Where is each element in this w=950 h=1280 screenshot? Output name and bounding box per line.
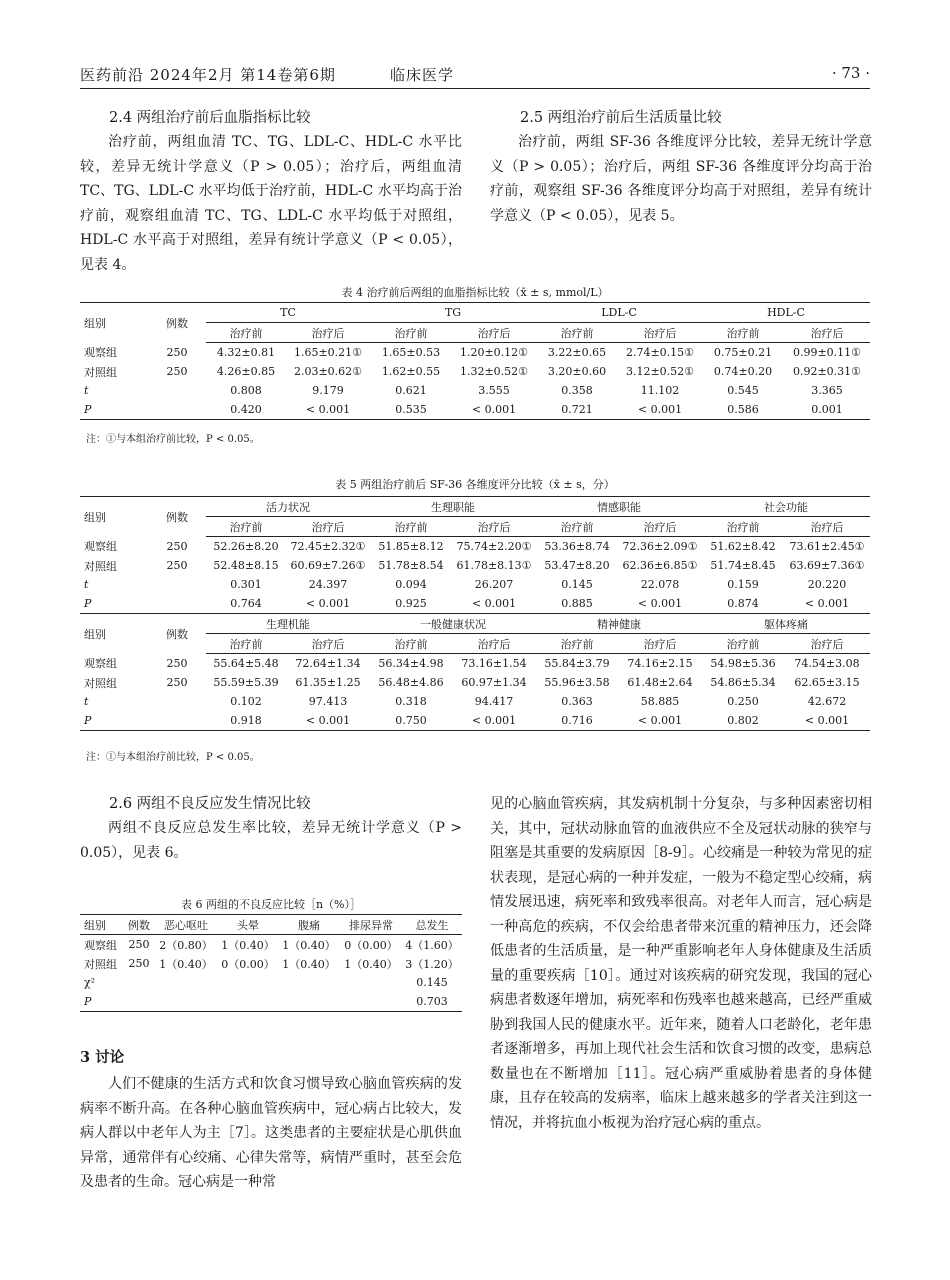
table-cell: 0.92±0.31① — [792, 365, 862, 378]
table-cell: 0.586 — [702, 400, 784, 420]
table-5-caption: 表 5 两组治疗前后 SF-36 各维度评分比较（x̄ ± s，分） — [335, 478, 615, 491]
table-cell: 24.397 — [308, 578, 348, 591]
table-cell: < 0.001 — [618, 594, 702, 614]
row-label: χ² — [84, 976, 96, 989]
t4-sub-after: 治疗后 — [618, 323, 702, 343]
table-cell: 0（0.00） — [344, 938, 398, 952]
table-cell: 11.102 — [640, 384, 680, 397]
section-2-4-title: 2.4 两组治疗前后血脂指标比较 — [109, 110, 311, 126]
row-label: 观察组 — [84, 346, 117, 360]
table-cell: 1.65±0.21① — [293, 346, 363, 359]
table-4-note: 注：①与本组治疗前比较，P < 0.05。 — [86, 434, 260, 445]
table-cell: 9.179 — [312, 384, 344, 397]
t5-sub-before: 治疗前 — [702, 517, 784, 537]
table-cell — [278, 992, 340, 1012]
table-cell: 0.318 — [395, 695, 427, 708]
table-cell: 0.094 — [395, 578, 427, 591]
t6-header-n: 例数 — [124, 915, 154, 935]
table-cell: 51.74±8.45 — [710, 559, 776, 572]
row-label: 对照组 — [84, 676, 117, 690]
table-cell: 250 — [166, 656, 188, 670]
t5-sub-after: 治疗后 — [452, 634, 536, 654]
section-2-5-paragraph: 治疗前，两组 SF-36 各维度评分比较，差异无统计学意义（P > 0.05）；治疗后，两组 SF-36 各维度评分均高于治疗前，观察组 SF-36 各维度评分均高于对照组，差异有统计学意义（P < 0.05），见表 5。 — [490, 134, 872, 224]
table-row — [80, 654, 870, 674]
table-row — [80, 537, 870, 557]
table-row — [80, 935, 462, 955]
row-label: 观察组 — [84, 938, 117, 952]
table-6-caption: 表 6 两组的不良反应比较［n（%）］ — [180, 898, 362, 911]
table-cell: < 0.001 — [452, 711, 536, 731]
table-cell: 0.535 — [370, 400, 452, 420]
table-cell: 4.32±0.81 — [216, 346, 276, 359]
t5-sub-before: 治疗前 — [206, 634, 286, 654]
table-cell: 55.59±5.39 — [213, 676, 279, 689]
t4-sub-after: 治疗后 — [286, 323, 370, 343]
table-cell: 75.74±2.20① — [456, 540, 532, 553]
table-cell — [154, 992, 218, 1012]
table-cell — [218, 992, 278, 1012]
t4-header-tg: TG — [370, 303, 536, 323]
discussion-right-column — [490, 792, 872, 1135]
table-cell: 1（0.40） — [344, 957, 398, 971]
table-cell: 0.885 — [536, 594, 618, 614]
table-cell: 0.802 — [702, 711, 784, 731]
table-cell: 0.918 — [206, 711, 286, 731]
table-cell: < 0.001 — [618, 711, 702, 731]
table-cell — [278, 973, 340, 992]
t5-sub-after: 治疗后 — [452, 517, 536, 537]
t4-header-n: 例数 — [148, 303, 206, 343]
table-cell: 1.32±0.52① — [459, 365, 529, 378]
table-cell: 4（1.60） — [405, 938, 459, 952]
table-cell: 53.36±8.74 — [544, 540, 610, 553]
row-label: t — [84, 384, 89, 397]
t5-sub-before: 治疗前 — [370, 634, 452, 654]
t5-sub-before: 治疗前 — [536, 634, 618, 654]
table-cell: 56.34±4.98 — [378, 657, 444, 670]
table-cell: 0.808 — [230, 384, 262, 397]
table-cell — [154, 973, 218, 992]
table-row — [80, 692, 870, 711]
table-cell: 0.102 — [230, 695, 262, 708]
table-row — [80, 973, 462, 992]
table-cell: 94.417 — [474, 695, 514, 708]
table-5 — [80, 496, 870, 731]
table-cell: 0（0.00） — [221, 957, 275, 971]
table-cell: 97.413 — [308, 695, 348, 708]
t5-header-n-b: 例数 — [166, 627, 188, 641]
discussion-left-column — [80, 1072, 462, 1195]
table-cell: 51.62±8.42 — [710, 540, 776, 553]
t6-header-urination: 排尿异常 — [340, 915, 402, 935]
t4-sub-before: 治疗前 — [370, 323, 452, 343]
t4-header-tc: TC — [206, 303, 370, 323]
table-cell: 52.26±8.20 — [213, 540, 279, 553]
t5-sub-before: 治疗前 — [702, 634, 784, 654]
table-cell — [148, 575, 206, 594]
table-cell: 2.74±0.15① — [625, 346, 695, 359]
table-cell: 1（0.40） — [282, 957, 336, 971]
table-cell: < 0.001 — [618, 400, 702, 420]
t4-header-hdl: HDL-C — [702, 303, 870, 323]
t6-header-nausea: 恶心呕吐 — [154, 915, 218, 935]
table-cell: 4.26±0.85 — [216, 365, 276, 378]
row-label: 对照组 — [84, 957, 117, 971]
t4-header-group: 组别 — [80, 303, 148, 343]
row-label: 对照组 — [84, 365, 117, 379]
table-cell: 0.358 — [561, 384, 593, 397]
row-label: P — [80, 400, 148, 420]
table-cell: 53.47±8.20 — [544, 559, 610, 572]
t5-header-role-emotional: 情感职能 — [536, 497, 702, 517]
table-cell: 73.61±2.45① — [789, 540, 865, 553]
table-cell: 0.159 — [727, 578, 759, 591]
table-cell: 22.078 — [640, 578, 680, 591]
t5-sub-after: 治疗后 — [618, 634, 702, 654]
table-cell — [148, 711, 206, 731]
table-cell: 0.99±0.11① — [792, 346, 862, 359]
table-cell — [340, 992, 402, 1012]
t6-header-abdominal-pain: 腹痛 — [278, 915, 340, 935]
discussion-paragraph-continued: 见的心脑血管疾病，其发病机制十分复杂，与多种因素密切相关，其中，冠状动脉血管的血液供应不全及冠状动脉的狭窄与阻塞是其重要的发病原因［8-9］。心绞痛是一种较为常见的症状表现，是冠心病的一种并发症，一般为不稳定型心绞痛，病情发展迅速，病死率和致残率很高。对老年人而言，冠心病是一种高危的疾病，不仅会给患者带来沉重的精神压力，还会降低患者的生活质量，是一种严重影响老年人身体健康及生活质量的重要疾病［10］。通过对该疾病的研究发现，我国的冠心病患者数逐年增加，病死率和伤残率也越来越高，已经严重威胁到我国人民的健康水平。近年来，随着人口老龄化，老年患者逐渐增多，再加上现代社会生活和饮食习惯的改变，患病总数量也在不断增加［11］。冠心病严重威胁着患者的身体健康，且存在较高的发病率，临床上越来越多的学者关注到这一情况，并将抗血小板视为治疗冠心病的重点。 — [490, 796, 872, 1131]
table-cell: 0.420 — [206, 400, 286, 420]
table-cell — [148, 381, 206, 400]
table-cell: < 0.001 — [784, 594, 870, 614]
table-cell: 55.64±5.48 — [213, 657, 279, 670]
table-cell: 0.001 — [784, 400, 870, 420]
table-cell: 1.62±0.55 — [381, 365, 441, 378]
journal-info: 医药前沿 2024年2月 第14卷第6期 — [80, 66, 336, 84]
table-row — [80, 362, 870, 381]
table-cell: 62.65±3.15 — [794, 676, 860, 689]
section-2-6-body — [80, 816, 462, 865]
table-cell: 74.54±3.08 — [794, 657, 860, 670]
table-cell: 72.36±2.09① — [622, 540, 698, 553]
table-cell: 0.363 — [561, 695, 593, 708]
table-cell: 0.545 — [727, 384, 759, 397]
discussion-paragraph-1: 人们不健康的生活方式和饮食习惯导致心脑血管疾病的发病率不断升高。在各种心脑血管疾病中，冠心病占比较大，发病人群以中老年人为主［7］。这类患者的主要症状是心肌供血异常，通常伴有心绞痛、心律失常等，病情严重时，甚至会危及患者的生命。冠心病是一种常 — [80, 1076, 462, 1190]
table-cell: 73.16±1.54 — [461, 657, 527, 670]
table-cell — [340, 973, 402, 992]
table-cell: 0.301 — [230, 578, 262, 591]
table-cell: 60.69±7.26① — [290, 559, 366, 572]
t5-header-social: 社会功能 — [702, 497, 870, 517]
table-cell: 250 — [128, 957, 150, 970]
table-cell: 63.69±7.36① — [789, 559, 865, 572]
table-cell — [218, 973, 278, 992]
table-cell: 0.75±0.21 — [713, 346, 773, 359]
table-cell: 1（0.40） — [221, 938, 275, 952]
table-cell: 250 — [166, 365, 188, 378]
table-cell: 26.207 — [474, 578, 514, 591]
section-2-5-title: 2.5 两组治疗前后生活质量比较 — [520, 110, 722, 126]
section-name: 临床医学 — [390, 66, 455, 84]
table-cell: 2.03±0.62① — [293, 365, 363, 378]
table-4 — [80, 302, 870, 420]
table-cell: 60.97±1.34 — [461, 676, 527, 689]
table-cell: 0.145 — [416, 976, 448, 989]
table-cell: 0.703 — [402, 992, 462, 1012]
t5-header-bodily-pain: 躯体疼痛 — [702, 614, 870, 634]
t5-header-general-health: 一般健康状况 — [370, 614, 536, 634]
table-cell: 3.20±0.60 — [547, 365, 607, 378]
section-2-6-title: 2.6 两组不良反应发生情况比较 — [109, 796, 311, 812]
table-cell: 3.12±0.52① — [625, 365, 695, 378]
t5-header-n: 例数 — [148, 497, 206, 537]
table-cell — [148, 594, 206, 614]
table-cell: < 0.001 — [286, 711, 370, 731]
t4-sub-before: 治疗前 — [702, 323, 784, 343]
row-label: t — [84, 695, 89, 708]
table-cell: 1.65±0.53 — [381, 346, 441, 359]
row-label: 观察组 — [84, 657, 117, 671]
t5-header-mental-health: 精神健康 — [536, 614, 702, 634]
t5-sub-before: 治疗前 — [536, 517, 618, 537]
t5-header-vitality: 活力状况 — [206, 497, 370, 517]
table-row — [80, 381, 870, 400]
section-2-4-body — [80, 130, 462, 277]
t5-sub-after: 治疗后 — [784, 634, 870, 654]
table-cell: 72.64±1.34 — [295, 657, 361, 670]
table-row — [80, 711, 870, 731]
table-cell: 42.672 — [807, 695, 847, 708]
table-cell: 58.885 — [640, 695, 680, 708]
table-cell: 0.925 — [370, 594, 452, 614]
table-cell: 72.45±2.32① — [290, 540, 366, 553]
table-row — [80, 400, 870, 420]
row-label: t — [84, 578, 89, 591]
t5-sub-after: 治疗后 — [618, 517, 702, 537]
table-cell: 250 — [166, 539, 188, 553]
table-cell: 74.16±2.15 — [627, 657, 693, 670]
table-row — [80, 954, 462, 973]
table-cell: 0.750 — [370, 711, 452, 731]
table-cell: 52.48±8.15 — [213, 559, 279, 572]
table-cell: 2（0.80） — [159, 938, 213, 952]
table-cell: 1（0.40） — [159, 957, 213, 971]
t5-header-group-b: 组别 — [84, 627, 106, 641]
table-cell: 0.250 — [727, 695, 759, 708]
t4-sub-after: 治疗后 — [452, 323, 536, 343]
table-4-caption: 表 4 治疗前后两组的血脂指标比较（x̄ ± s, mmol/L） — [341, 286, 609, 299]
t5-header-role-physical: 生理职能 — [370, 497, 536, 517]
table-5-note: 注：①与本组治疗前比较，P < 0.05。 — [86, 752, 260, 763]
table-cell — [124, 973, 154, 992]
table-cell: 250 — [128, 938, 150, 951]
table-cell — [148, 400, 206, 420]
table-cell: 0.621 — [395, 384, 427, 397]
table-row — [80, 575, 870, 594]
header-rule — [80, 88, 870, 89]
running-header — [80, 64, 870, 86]
t6-header-dizziness: 头晕 — [218, 915, 278, 935]
section-2-6-paragraph: 两组不良反应总发生率比较，差异无统计学意义（P > 0.05），见表 6。 — [80, 820, 462, 861]
table-cell: 0.74±0.20 — [713, 365, 773, 378]
section-2-5-body — [490, 130, 872, 228]
t6-header-total: 总发生 — [402, 915, 462, 935]
table-cell: 250 — [166, 559, 188, 572]
table-cell: 20.220 — [807, 578, 847, 591]
table-cell: 51.85±8.12 — [378, 540, 444, 553]
t5-sub-after: 治疗后 — [286, 634, 370, 654]
table-cell: 1（0.40） — [282, 938, 336, 952]
row-label: P — [80, 992, 124, 1012]
t5-sub-after: 治疗后 — [784, 517, 870, 537]
table-cell: < 0.001 — [452, 594, 536, 614]
row-label: P — [80, 711, 148, 731]
table-cell: 3.365 — [811, 384, 843, 397]
table-cell: < 0.001 — [286, 400, 370, 420]
table-cell: 0.145 — [561, 578, 593, 591]
table-cell — [124, 992, 154, 1012]
table-cell: 0.874 — [702, 594, 784, 614]
table-cell: 62.36±6.85① — [622, 559, 698, 572]
row-label: P — [80, 594, 148, 614]
table-cell: 51.78±8.54 — [378, 559, 444, 572]
table-row — [80, 673, 870, 692]
table-cell: 61.78±8.13① — [456, 559, 532, 572]
table-cell: 250 — [166, 676, 188, 689]
table-cell: < 0.001 — [452, 400, 536, 420]
row-label: 对照组 — [84, 559, 117, 573]
section-2-4-paragraph: 治疗前，两组血清 TC、TG、LDL-C、HDL-C 水平比较，差异无统计学意义（P > 0.05）；治疗后，两组血清 TC、TG、LDL-C 水平均低于治疗前，HDL-C 水平均高于治疗前，观察组血清 TC、TG、LDL-C 水平均低于对照组，HDL-C 水平高于对照组，差异有统计学意义（P < 0.05），见表 4。 — [80, 134, 462, 273]
t4-sub-before: 治疗前 — [206, 323, 286, 343]
table-cell: 3（1.20） — [405, 957, 459, 971]
table-row — [80, 992, 462, 1012]
table-cell: 61.48±2.64 — [627, 676, 693, 689]
table-row — [80, 343, 870, 363]
t4-sub-after: 治疗后 — [784, 323, 870, 343]
t4-header-ldl: LDL-C — [536, 303, 702, 323]
table-cell: 0.764 — [206, 594, 286, 614]
table-cell: 54.86±5.34 — [710, 676, 776, 689]
t4-sub-before: 治疗前 — [536, 323, 618, 343]
section-3-title: 3 讨论 — [80, 1049, 125, 1066]
table-cell: 3.555 — [478, 384, 510, 397]
table-cell: 54.98±5.36 — [710, 657, 776, 670]
table-cell: 0.721 — [536, 400, 618, 420]
table-cell: < 0.001 — [784, 711, 870, 731]
table-cell: < 0.001 — [286, 594, 370, 614]
table-cell: 55.96±3.58 — [544, 676, 610, 689]
table-cell: 1.20±0.12① — [459, 346, 529, 359]
t6-header-group: 组别 — [80, 915, 124, 935]
t5-sub-before: 治疗前 — [370, 517, 452, 537]
row-label: 观察组 — [84, 540, 117, 554]
table-row — [80, 556, 870, 575]
table-cell: 250 — [166, 345, 188, 359]
table-cell — [148, 692, 206, 711]
table-6 — [80, 914, 462, 1012]
t5-sub-before: 治疗前 — [206, 517, 286, 537]
t5-header-physical-function: 生理机能 — [206, 614, 370, 634]
table-cell: 61.35±1.25 — [295, 676, 361, 689]
t5-header-group: 组别 — [80, 497, 148, 537]
table-row — [80, 594, 870, 614]
table-cell: 0.716 — [536, 711, 618, 731]
page-number: · 73 · — [831, 64, 870, 82]
table-cell: 55.84±3.79 — [544, 657, 610, 670]
table-cell: 3.22±0.65 — [547, 346, 607, 359]
table-cell: 56.48±4.86 — [378, 676, 444, 689]
t5-sub-after: 治疗后 — [286, 517, 370, 537]
